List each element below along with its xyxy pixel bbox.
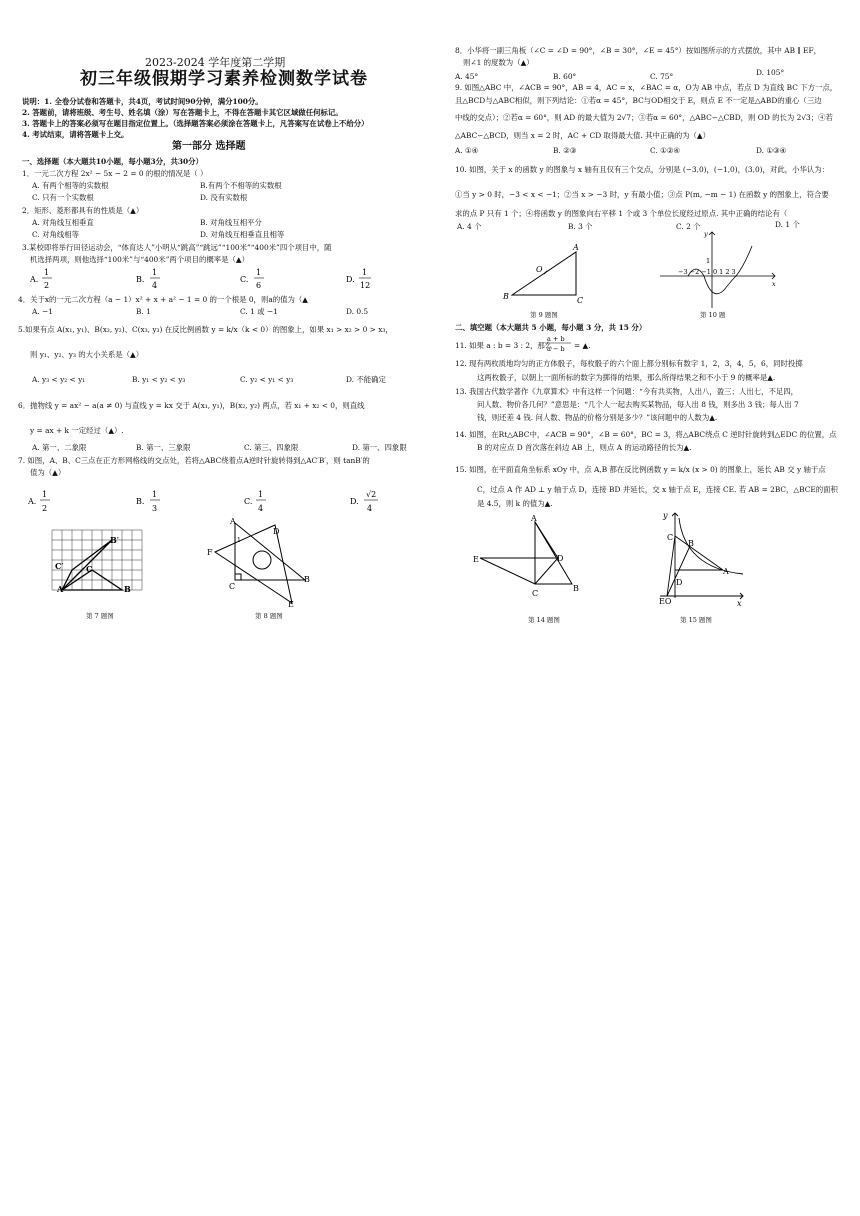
q13-line-1: 13. 我国古代数学著作《九章算术》中有这样一个问题：“今有共买物，人出八，盈三；人出七，不足四，	[455, 387, 799, 396]
q3-a-den: 2	[44, 281, 50, 290]
q4-option-c: C. 1 或 −1	[240, 307, 278, 316]
fig14-label-a: A	[531, 514, 537, 523]
fig9-caption: 第 9 题图	[530, 311, 558, 319]
fig10-caption: 第 10 题	[700, 311, 726, 319]
q9-option-d: D. ①③④	[756, 146, 787, 155]
q1-stem: 1．一元二次方程 2x² − 5x − 2 = 0 的根的情况是（ ）	[22, 169, 208, 178]
q6-stem-2: y = ax + k 一定经过（▲）.	[30, 426, 124, 435]
q1-option-a: A. 有两个相等的实数根	[32, 181, 109, 190]
q12-line-1: 12. 现有两枚质地均匀的正方体骰子，每枚骰子的六个面上都分别标有数字 1，2，3，4，5，6，同时投掷	[455, 359, 803, 368]
exam-title: 初三年级假期学习素养检测数学试卷	[80, 69, 368, 89]
q5-stem-2: 则 y₁、y₂、y₃ 的大小关系是（▲）	[30, 350, 144, 359]
q8-option-d: D. 105°	[756, 68, 785, 77]
fig10-x: x	[772, 280, 776, 288]
figure-9	[500, 240, 600, 310]
q8-stem-2: 则∠1 的度数为（▲）	[463, 58, 534, 67]
part-one-heading: 第一部分 选择题	[172, 141, 246, 152]
q3-option-a: A.	[30, 275, 39, 284]
fig8-label-1: 1	[237, 537, 241, 544]
q7-options	[28, 488, 428, 518]
q2-option-a: A. 对角线互相垂直	[32, 218, 94, 227]
q7-option-a: A.	[28, 497, 37, 506]
figure-7	[52, 530, 152, 604]
q3-d-num: 1	[362, 268, 368, 277]
fig9-label-a: A	[573, 243, 579, 252]
q9-line-2: 且△BCD与△ABC相似，则下列结论：①若α = 45°，BC与OD相交于 E，则点 E 不一定是△ABD的重心（三边	[455, 96, 822, 105]
q1-option-d: D. 没有实数根	[200, 193, 248, 202]
q10-option-d: D. 1 个	[775, 220, 800, 229]
q2-option-d: D. 对角线互相垂直且相等	[200, 230, 285, 239]
fig15-label-c: C	[667, 533, 674, 542]
fig9-label-o: O	[536, 265, 543, 274]
q5-stem-1: 5.如果有点 A(x₁, y₁)、B(x₂, y₂)、C(x₃, y₃) 在反比例函数 y = k/x（k < 0）的图象上，如果 x₁ > x₂ > 0 > x₃，	[18, 325, 393, 334]
fig8-caption: 第 8 题图	[255, 612, 283, 620]
q3-options	[28, 266, 428, 292]
fig7-label-c1: C′	[55, 561, 64, 571]
fig14-label-d: D	[557, 554, 564, 563]
q10-option-b: B. 3 个	[568, 222, 593, 231]
q7-a-den: 2	[42, 504, 48, 513]
q11-suffix: = ▲.	[574, 341, 591, 350]
q15-line-2: C，过点 A 作 AD ⊥ y 轴于点 D，连接 BD 并延长，交 x 轴于点 E，连接 CE. 若 AB = 2BC，△BCE的面积	[477, 485, 838, 494]
q3-d-den: 12	[360, 281, 371, 290]
q3-b-den: 4	[152, 281, 158, 290]
q10-option-a: A. 4 个	[457, 222, 482, 231]
fig15-label-y: y	[663, 511, 668, 520]
fig8-label-b: B	[304, 575, 310, 584]
q9-option-b: B. ②③	[553, 146, 577, 155]
fig15-label-a: A	[723, 567, 729, 576]
q1-option-c: C. 只有一个实数根	[32, 193, 94, 202]
q4-option-b: B. 1	[136, 307, 151, 316]
fig7-label-b1: B′	[110, 535, 119, 545]
q5-option-a: A. y₃ < y₂ < y₁	[32, 375, 86, 384]
fig8-label-f: F	[207, 548, 213, 557]
q8-option-c: C. 75°	[650, 72, 674, 81]
q7-stem-2: 值为（▲）	[30, 468, 66, 477]
q11-numerator: a + b	[547, 335, 565, 343]
q7-d-num: √2	[366, 490, 377, 499]
q15-line-3: 是 4.5，则 k 的值为▲.	[477, 499, 553, 508]
q11-denominator: a − b	[547, 345, 565, 353]
fig15-label-eo: EO	[659, 597, 672, 606]
fig7-label-a: A	[57, 584, 64, 594]
fig8-label-c: C	[229, 582, 236, 591]
q14-line-1: 14. 如图，在Rt△ABC中，∠ACB = 90°，∠B = 60°，BC = 3，将△ABC绕点 C 逆时针旋转到△EDC 的位置，点	[455, 430, 837, 439]
q3-c-num: 1	[256, 268, 262, 277]
figure-10	[660, 228, 790, 313]
q6-stem-1: 6．抛物线 y = ax² − a(a ≠ 0) 与直线 y = kx 交于 A(x₁, y₁)，B(x₂, y₂) 两点，若 x₁ + x₂ < 0，则直线	[18, 401, 365, 410]
q7-option-b: B.	[136, 497, 145, 506]
q11-prefix: 11. 如果 a : b = 3 : 2，那么	[455, 341, 553, 350]
q6-option-a: A. 第一、二象限	[32, 443, 87, 452]
q9-line-3: 中线的交点）；②若α = 60°，则 AD 的最大值为 2√7；③若α = 60°，△ABC∽△CBD，则 OD 的长为 2√3；④若	[455, 113, 833, 122]
fig14-label-b: B	[573, 584, 579, 593]
fig7-label-c: C	[86, 564, 93, 574]
q8-stem-1: 8．小华将一副三角板（∠C = ∠D = 90°，∠B = 30°，∠E = 45°）按如图所示的方式摆放，其中 AB ∥ EF，	[455, 46, 822, 55]
figure-15	[655, 508, 755, 608]
section-one-heading: 一、选择题（本大题共10小题，每小题3分，共30分）	[22, 157, 203, 166]
fig14-caption: 第 14 题图	[528, 616, 560, 624]
fig15-label-d: D	[676, 578, 683, 587]
q14-line-2: B 的对应点 D 首次落在斜边 AB 上，则点 A 的运动路径的长为▲.	[477, 443, 692, 452]
q13-line-3: 钱，则还差 4 钱. 问人数、物品的价格分别是多少？”该问题中的人数为▲.	[477, 413, 718, 422]
q3-stem-1: 3.某校即将举行田径运动会，“体育达人”小明从“跳高”“跳远”“100米”“400米”四个项目中，随	[22, 243, 332, 252]
q5-option-c: C. y₂ < y₁ < y₃	[240, 375, 294, 384]
q8-option-b: B. 60°	[553, 72, 577, 81]
q9-option-a: A. ①④	[455, 146, 479, 155]
fig8-label-d: D	[273, 527, 280, 536]
q4-option-d: D. 0.5	[346, 307, 369, 316]
q3-stem-2: 机选择两项，则他选择“100米”与“400米”两个项目的概率是（▲）	[30, 255, 249, 264]
q3-b-num: 1	[152, 268, 158, 277]
q3-option-c: C.	[240, 275, 249, 284]
q7-option-d: D.	[350, 497, 359, 506]
q1-option-b: B.有两个不相等的实数根	[200, 181, 282, 190]
q2-stem: 2．矩形、菱形都具有的性质是（▲）	[22, 206, 144, 215]
q7-stem-1: 7. 如图，A、B、C三点在正方形网格线的交点处，若将△ABC绕着点A逆时针旋转得到△AC′B′，则 tanB′的	[18, 456, 370, 465]
q8-option-a: A. 45°	[455, 72, 479, 81]
note-4: 4. 考试结束，请将答题卡上交。	[22, 130, 129, 139]
note-1: 说明：1. 全卷分试卷和答题卡，共4页，考试时间90分钟，满分100分。	[22, 97, 263, 106]
q9-line-4: △ABC∽△BCD，则当 x = 2 时，AC + CD 取得最大值. 其中正确的为（▲）	[455, 131, 710, 140]
fig10-one: 1	[706, 257, 711, 265]
q9-option-c: C. ①②④	[650, 146, 680, 155]
section-two-heading: 二、填空题（本大题共 5 小题，每小题 3 分，共 15 分）	[455, 323, 647, 332]
q10-line-3: 求的点 P 只有 1 个；④将函数 y 的图象向右平移 1 个或 3 个单位长度经过原点. 其中正确的结论有（	[455, 209, 788, 218]
fig15-caption: 第 15 题图	[680, 616, 712, 624]
fig8-label-a: A	[230, 517, 236, 526]
q15-line-1: 15. 如图，在平面直角坐标系 xOy 中，点 A,B 都在反比例函数 y = k/x (x > 0) 的图象上，延长 AB 交 y 轴于点	[455, 465, 826, 474]
q3-option-b: B.	[136, 275, 145, 284]
figure-8	[205, 515, 325, 610]
q10-line-2: ①当 y > 0 时，−3 < x < −1；②当 x > −3 时，y 有最小值；③点 P(m, −m − 1) 在函数 y 的图象上，符合要	[455, 190, 829, 199]
q4-option-a: A. −1	[32, 307, 53, 316]
fig8-label-e: E	[288, 600, 294, 609]
exam-year: 2023-2024 学年度第二学期	[145, 56, 286, 69]
q5-option-b: B. y₁ < y₂ < y₃	[132, 375, 186, 384]
fig9-label-c: C	[577, 296, 584, 305]
q7-option-c: C.	[244, 497, 253, 506]
q6-option-d: D. 第一、四象限	[352, 443, 407, 452]
q2-option-b: B. 对角线互相平分	[200, 218, 262, 227]
q3-c-den: 6	[256, 281, 262, 290]
q7-c-num: 1	[258, 490, 264, 499]
q9-line-1: 9. 如图△ABC 中，∠ACB = 90°，AB = 4，AC = x，∠BAC = α，O为 AB 中点，若点 D 为直线 BC 下方一点，	[455, 83, 838, 92]
q3-option-d: D.	[346, 275, 355, 284]
q7-c-den: 4	[258, 504, 264, 513]
fig7-caption: 第 7 题图	[86, 612, 114, 620]
q12-line-2: 这两枚骰子，以朝上一面所标的数字为掷得的结果，那么所得结果之和不小于 9 的概率是▲.	[477, 373, 776, 382]
q3-a-num: 1	[44, 268, 50, 277]
fig7-label-b: B	[124, 584, 131, 594]
note-3: 3. 答题卡上的答案必须写在题目指定位置上。（选择题答案必须涂在答题卡上，凡答案写在试卷上不给分）	[22, 119, 369, 128]
q10-line-1: 10. 如图，关于 x 的函数 y 的图象与 x 轴有且仅有三个交点，分别是 (−3,0)，(−1,0)，(3,0)，对此，小华认为：	[455, 165, 830, 174]
fig10-y: y	[704, 230, 708, 238]
fig14-label-c: C	[532, 589, 539, 598]
fig15-label-x: x	[737, 599, 742, 608]
note-2: 2. 答题前，请将班级、考生号、姓名填（涂）写在答题卡上，不得在答题卡其它区域做任何标记。	[22, 108, 343, 117]
fig9-label-b: B	[503, 292, 509, 301]
q7-d-den: 4	[367, 504, 373, 513]
figure-14	[470, 512, 590, 602]
fig10-ticks: −3 −2 −1 0 1 2 3	[678, 268, 736, 276]
q6-option-c: C. 第三、四象限	[244, 443, 299, 452]
q5-option-d: D. 不能确定	[346, 375, 386, 384]
q2-option-c: C. 对角线相等	[32, 230, 80, 239]
q13-line-2: 问人数、物价各几何？”意思是：“几个人一起去购买某物品，每人出 8 钱，则多出 3 钱；每人出 7	[477, 400, 799, 409]
fig15-label-b: B	[688, 539, 694, 548]
q10-option-c: C. 2 个	[676, 222, 701, 231]
q6-option-b: B. 第一、三象限	[136, 443, 191, 452]
q7-b-num: 1	[152, 490, 158, 499]
q4-stem: 4．关于x的一元二次方程（a − 1）x² + x + a² − 1 = 0 的一个根是 0，则a的值为（▲	[18, 295, 308, 304]
q7-a-num: 1	[42, 490, 48, 499]
fig14-label-e: E	[473, 555, 479, 564]
q7-b-den: 3	[152, 504, 158, 513]
